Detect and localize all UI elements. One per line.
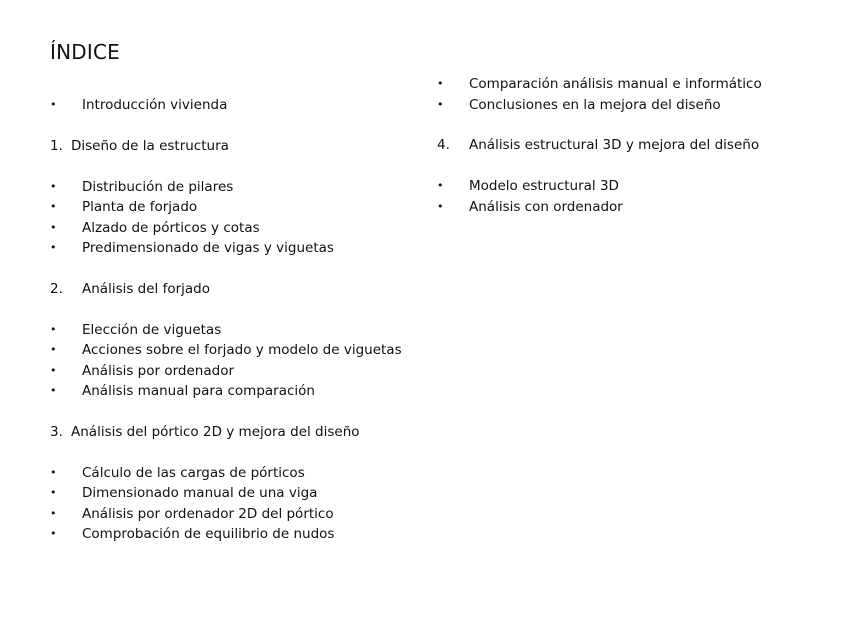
- index-item-text: Análisis por ordenador 2D del pórtico: [82, 505, 334, 522]
- bullet-icon: •: [437, 199, 444, 213]
- spacer: [49, 299, 449, 319]
- index-bullet-item: [49, 483, 449, 504]
- bullet-icon: •: [50, 241, 57, 255]
- index-right-column: [436, 74, 836, 217]
- index-item-text: Acciones sobre el forjado y modelo de viguetas: [82, 342, 402, 359]
- index-section-heading: [49, 279, 449, 300]
- index-bullet-item: [49, 361, 449, 382]
- index-item-text: Alzado de pórticos y cotas: [82, 219, 260, 236]
- section-title: Análisis del pórtico 2D y mejora del diseño: [71, 423, 360, 440]
- index-bullet-item: [436, 197, 836, 218]
- index-section-heading: [436, 135, 836, 156]
- index-title: ÍNDICE: [50, 40, 120, 64]
- bullet-icon: •: [50, 220, 57, 234]
- section-title: Análisis estructural 3D y mejora del diseño: [469, 137, 760, 154]
- index-left-column: [49, 95, 449, 545]
- index-bullet-item: [49, 381, 449, 402]
- index-item-text: Modelo estructural 3D: [469, 178, 619, 195]
- bullet-icon: •: [50, 200, 57, 214]
- index-bullet-item: [49, 340, 449, 361]
- bullet-icon: •: [437, 97, 444, 111]
- index-section-heading: [49, 136, 449, 157]
- bullet-icon: •: [50, 465, 57, 479]
- bullet-icon: •: [50, 322, 57, 336]
- spacer: [49, 156, 449, 176]
- index-item-text: Análisis manual para comparación: [82, 383, 315, 400]
- index-item-text: Predimensionado de vigas y viguetas: [82, 240, 334, 257]
- bullet-icon: •: [437, 77, 444, 90]
- index-section-heading: [49, 422, 449, 443]
- spacer: [49, 259, 449, 279]
- bullet-icon: •: [437, 179, 444, 193]
- index-bullet-item: [49, 238, 449, 259]
- spacer: [49, 402, 449, 422]
- spacer: [436, 156, 836, 176]
- index-bullet-item: [49, 177, 449, 198]
- index-item-text: Conclusiones en la mejora del diseño: [469, 96, 721, 113]
- index-item-text: Distribución de pilares: [82, 178, 234, 195]
- section-title: Diseño de la estructura: [71, 137, 229, 154]
- index-item-text: Introducción vivienda: [82, 97, 228, 113]
- index-bullet-item: [49, 504, 449, 525]
- index-bullet-item: [49, 463, 449, 484]
- index-item-text: Análisis con ordenador: [469, 198, 623, 215]
- section-number: 3.: [50, 423, 63, 440]
- index-bullet-item: [436, 95, 836, 116]
- index-item-text: Comprobación de equilibrio de nudos: [82, 526, 335, 543]
- bullet-icon: •: [50, 343, 57, 357]
- section-number: 2.: [50, 280, 63, 297]
- index-bullet-item: [49, 218, 449, 239]
- bullet-icon: •: [50, 363, 57, 377]
- spacer: [49, 442, 449, 462]
- section-number: 4.: [437, 137, 450, 154]
- index-item-text: Elección de viguetas: [82, 321, 222, 338]
- bullet-icon: •: [50, 384, 57, 398]
- index-bullet-item: [49, 524, 449, 545]
- spacer: [436, 115, 836, 135]
- bullet-icon: •: [50, 179, 57, 193]
- index-bullet-item: [436, 74, 836, 95]
- bullet-icon: •: [50, 527, 57, 541]
- bullet-icon: •: [50, 486, 57, 500]
- section-number: 1.: [50, 137, 63, 154]
- index-bullet-item: [49, 197, 449, 218]
- index-item-text: Cálculo de las cargas de pórticos: [82, 464, 305, 481]
- bullet-icon: •: [50, 98, 57, 111]
- index-item-text: Dimensionado manual de una viga: [82, 485, 318, 502]
- index-bullet-item: [49, 320, 449, 341]
- spacer: [49, 116, 449, 136]
- bullet-icon: •: [50, 506, 57, 520]
- index-item-text: Planta de forjado: [82, 199, 198, 216]
- index-item-text: Comparación análisis manual e informático: [469, 76, 762, 92]
- index-bullet-item: [49, 95, 449, 116]
- section-title: Análisis del forjado: [82, 280, 211, 297]
- index-item-text: Análisis por ordenador: [82, 362, 235, 379]
- index-bullet-item: [436, 176, 836, 197]
